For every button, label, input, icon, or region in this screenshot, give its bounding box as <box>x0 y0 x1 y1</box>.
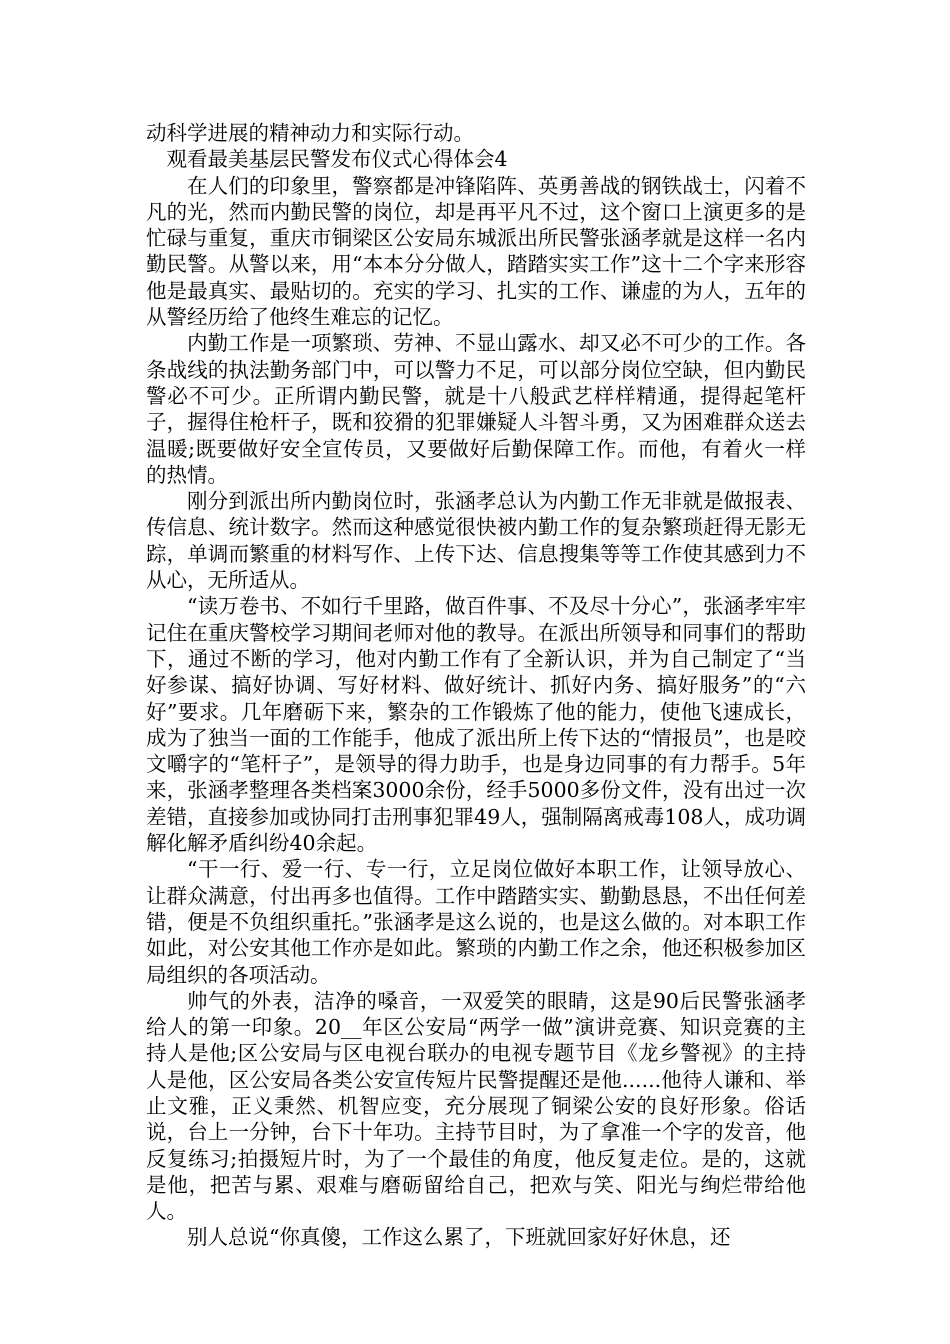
paragraph: “干一行、爱一行、专一行，立足岗位做好本职工作，让领导放心、让群众满意，付出再多也值得。工作中踏踏实实、勤勤恳恳，不出任何差错，便是不负组织重托。”张涵孝是这么说的，也是这么做的。对本职工作如此，对公安其他工作亦是如此。繁琐的内勤工作之余，他还积极参加区局组织的各项活动。 <box>146 857 806 987</box>
paragraph: 在人们的印象里，警察都是冲锋陷阵、英勇善战的钢铁战士，闪着不凡的光，然而内勤民警的岗位，却是再平凡不过，这个窗口上演更多的是忙碌与重复，重庆市铜梁区公安局东城派出所民警张涵孝就是这样一名内勤民警。从警以来，用“本本分分做人，踏踏实实工作”这十二个字来形容他是最真实、最贴切的。充实的学习、扎实的工作、谦虚的为人，五年的从警经历给了他终生难忘的记忆。 <box>146 173 806 330</box>
document-body <box>146 120 806 1251</box>
paragraph: “读万卷书、不如行千里路，做百件事、不及尽十分心”，张涵孝牢牢记住在重庆警校学习期间老师对他的教导。在派出所领导和同事们的帮助下，通过不断的学习，他对内勤工作有了全新认识，并为自己制定了“当好参谋、搞好协调、写好材料、做好统计、抓好内务、搞好服务”的“六好”要求。几年磨砺下来，繁杂的工作锻炼了他的能力，使他飞速成长，成为了独当一面的工作能手，他成了派出所上传下达的“情报员”，也是咬文嚼字的“笔杆子”，是领导的得力助手，也是身边同事的有力帮手。5年来，张涵孝整理各类档案3000余份，经手5000多份文件，没有出过一次差错，直接参加或协同打击刑事犯罪49人，强制隔离戒毒108人，成功调解化解矛盾纠纷40余起。 <box>146 594 806 856</box>
paragraph: 刚分到派出所内勤岗位时，张涵孝总认为内勤工作无非就是做报表、传信息、统计数字。然而这种感觉很快被内勤工作的复杂繁琐赶得无影无踪，单调而繁重的材料写作、上传下达、信息搜集等等工作使其感到力不从心，无所适从。 <box>146 489 806 593</box>
paragraph: 内勤工作是一项繁琐、劳神、不显山露水、却又必不可少的工作。各条战线的执法勤务部门中，可以警力不足，可以部分岗位空缺，但内勤民警必不可少。正所谓内勤民警，就是十八般武艺样样精通，提得起笔杆子，握得住枪杆子，既和狡猾的犯罪嫌疑人斗智斗勇，又为困难群众送去温暖;既要做好安全宣传员，又要做好后勤保障工作。而他，有着火一样的热情。 <box>146 331 806 487</box>
paragraph: 帅气的外表，洁净的嗓音，一双爱笑的眼睛，这是90后民警张涵孝给人的第一印象。20__年区公安局“两学一做”演讲竞赛、知识竞赛的主持人是他;区公安局与区电视台联办的电视专题节目《龙乡警视》的主持人是他，区公安局各类公安宣传短片民警提醒还是他......他待人谦和、举止文雅，正义秉然、机智应变，充分展现了铜梁公安的良好形象。俗话说，台上一分钟，台下十年功。主持节目时，为了拿准一个字的发音，他反复练习;拍摄短片时，为了一个最佳的角度，他反复走位。是的，这就是他，把苦与累、艰难与磨砺留给自己，把欢与笑、阳光与绚烂带给他人。 <box>146 988 806 1224</box>
section-title: 观看最美基层民警发布仪式心得体会4 <box>166 147 508 172</box>
paragraph-continuation: 动科学进展的精神动力和实际行动。 <box>146 121 474 145</box>
paragraph: 别人总说“你真傻，工作这么累了，下班就回家好好休息，还 <box>187 1225 731 1250</box>
